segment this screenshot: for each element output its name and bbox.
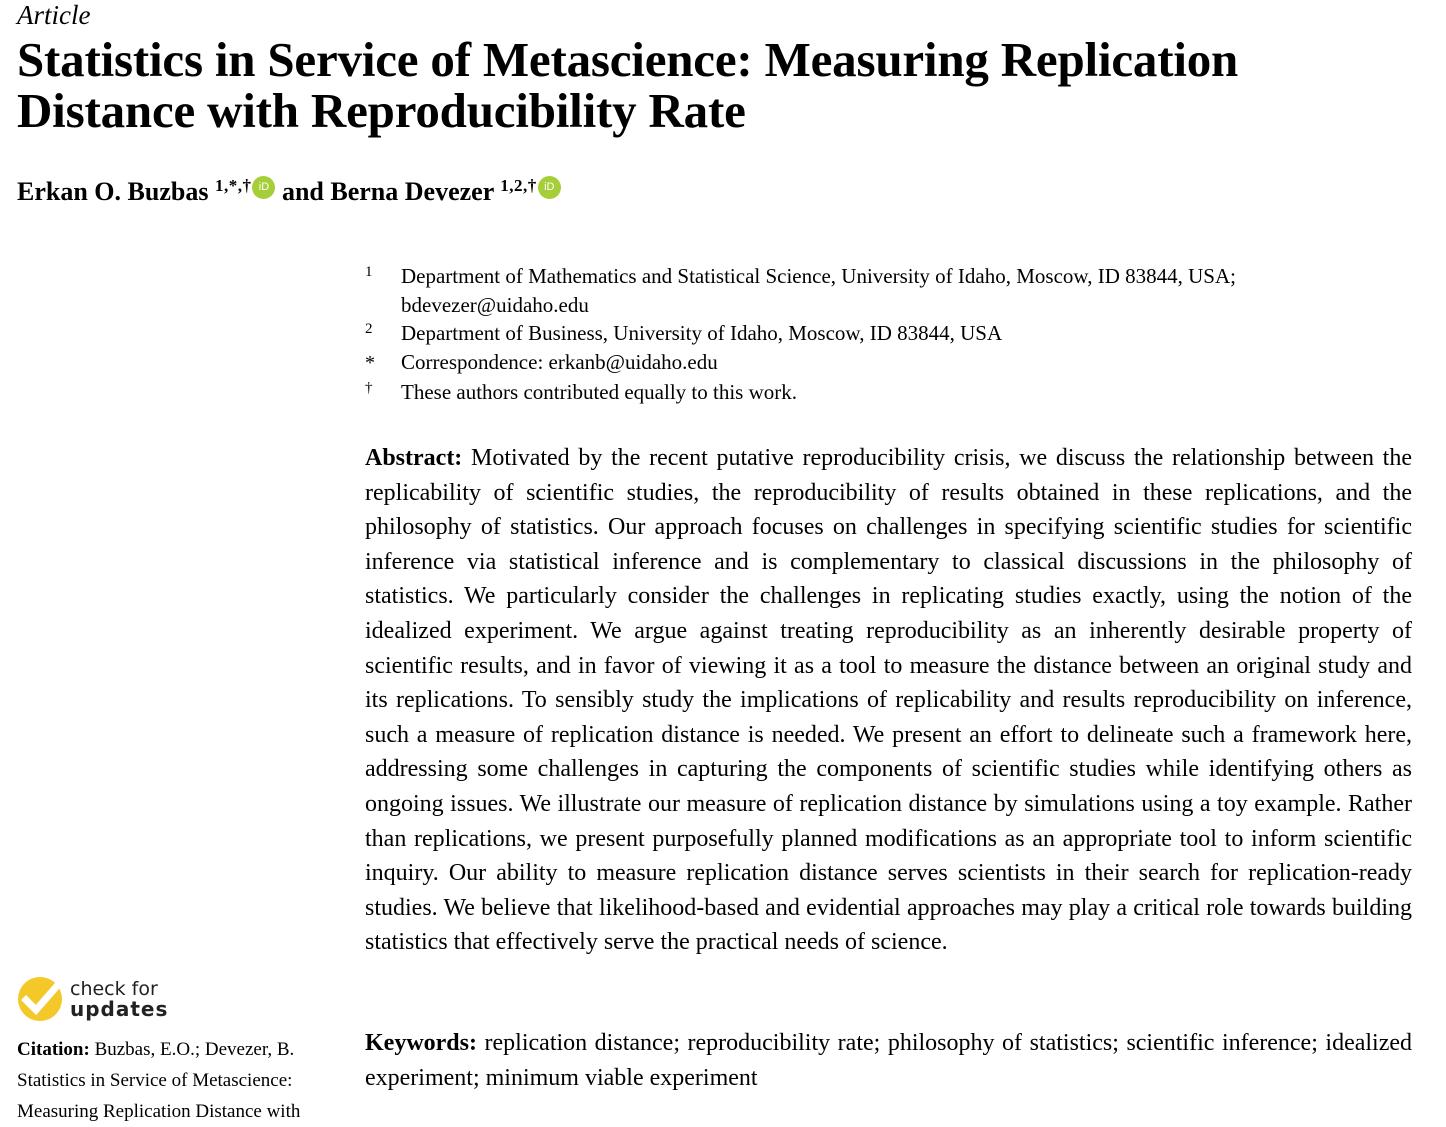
- citation-text: Buzbas, E.O.; Devezer, B. Statistics in Service of Metascience: Measuring Replication Distance with: [17, 1039, 301, 1122]
- author-affiliation-markers: 1,*,†: [214, 176, 252, 195]
- keywords: [365, 1026, 1412, 1096]
- abstract: [365, 441, 1412, 960]
- check-updates-line2: updates: [70, 997, 169, 1021]
- affiliation-marker: 2: [365, 321, 373, 337]
- affiliation-item: [365, 262, 1425, 319]
- check-updates-icon: [17, 976, 63, 1022]
- citation: [17, 1034, 337, 1127]
- author-name: Berna Devezer: [330, 177, 494, 206]
- abstract-text: Motivated by the recent putative reproducibility crisis, we discuss the relationship between the replicability of scientific studies, the reproducibility of results obtained in these replications, and the philosophy of statistics. Our approach focuses on challenges in specifying scientific studies for scientific inference via statistical inference and is complementary to classical discussions in the philosophy of statistics. We particularly consider the challenges in replicating studies exactly, using the notion of the idealized experiment. We argue against treating reproducibility as an inherently desirable property of scientific results, and in favor of viewing it as a tool to measure the distance between an original study and its replications. To sensibly study the implications of replicability and results reproducibility on inference, such a measure of replication distance is needed. We present an effort to delineate such a framework here, addressing some challenges in capturing the components of scientific studies while identifying others as ongoing issues. We illustrate our measure of replication distance by simulations using a toy example. Rather than replications, we present purposefully planned modifications as an appropriate tool to inform scientific inquiry. Our ability to measure replication distance serves scientists in their search for replication-ready studies. We believe that likelihood-based and evidential approaches may play a critical role towards building statistics that effectively serve the practical needs of science.: [365, 445, 1412, 956]
- affiliation-item: [365, 348, 1425, 378]
- author-name: Erkan O. Buzbas: [17, 177, 209, 206]
- paper-title: Statistics in Service of Metascience: Measuring Replication Distance with Reproducibility Rate: [17, 32, 1239, 138]
- check-updates-line1: check for: [70, 978, 158, 1000]
- check-for-updates-button[interactable]: [17, 976, 168, 1022]
- equal-contribution-note: These authors contributed equally to this work.: [401, 379, 797, 404]
- keywords-label: Keywords:: [365, 1030, 477, 1056]
- orcid-icon[interactable]: iD: [252, 176, 275, 199]
- check-updates-text: [70, 979, 168, 1019]
- affiliation-text: Department of Business, University of Idaho, Moscow, ID 83844, USA: [401, 321, 1003, 345]
- affiliation-item: [365, 319, 1425, 348]
- author-list: [17, 168, 561, 210]
- affiliation-marker: *: [365, 351, 375, 374]
- citation-label: Citation:: [17, 1039, 90, 1060]
- article-type-label: Article: [17, 0, 91, 30]
- abstract-label: Abstract:: [365, 445, 463, 471]
- orcid-icon[interactable]: iD: [538, 176, 561, 199]
- affiliation-text: Department of Mathematics and Statistical Science, University of Idaho, Moscow, ID 83844, USA; bdevezer@uidaho.edu: [401, 264, 1236, 317]
- affiliations-list: [365, 262, 1425, 406]
- keywords-text: replication distance; reproducibility rate; philosophy of statistics; scientific inference; idealized experiment; minimum viable experiment: [365, 1030, 1413, 1091]
- author-affiliation-markers: 1,2,†: [500, 176, 537, 195]
- affiliation-marker: †: [365, 379, 373, 396]
- affiliation-marker: 1: [365, 264, 373, 280]
- affiliation-item: [365, 378, 1425, 407]
- correspondence-text: Correspondence: erkanb@uidaho.edu: [401, 349, 718, 374]
- authors-separator: and: [275, 177, 331, 206]
